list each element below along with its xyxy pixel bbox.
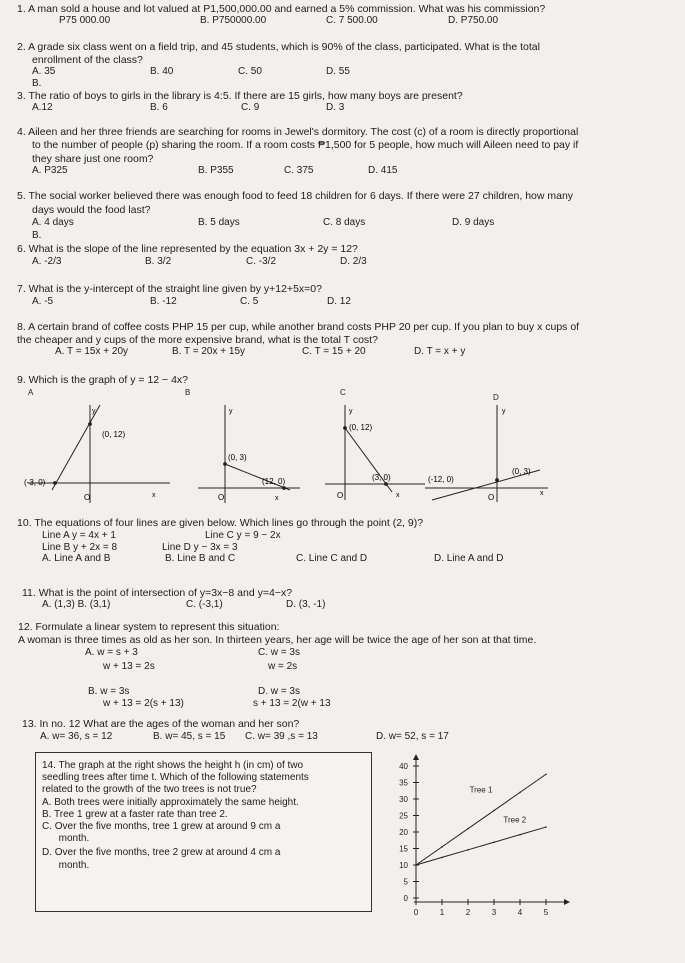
q13-opt-b: B. w= 45, s = 15 [153, 731, 226, 742]
graph-d-point-2: (0, 3) [512, 467, 531, 476]
q14-line-3: related to the growth of the two trees is not true? [42, 784, 257, 795]
q14-line-4: A. Both trees were initially approximately the same height. [42, 797, 299, 808]
q8-opt-b: B. T = 20x + 15y [172, 346, 246, 357]
q14-line-7: month. [42, 833, 90, 844]
legend-tree-2: Tree 2 [503, 815, 527, 825]
graph-a-x-label: x [152, 492, 156, 499]
data-point [441, 857, 443, 859]
q2-opt-d: D. 55 [326, 66, 350, 77]
q4-text-2: to the number of people (p) sharing the room. If a room costs ₱1,500 for 5 people, how much will Aileen need to pay if [32, 139, 579, 151]
q7-opt-d: D. 12 [327, 296, 351, 307]
q1-opt-b: B. P750000.00 [200, 15, 267, 26]
q9-label-d: D [493, 393, 499, 402]
tree-growth-chart [370, 752, 570, 922]
y-tick-label: 10 [399, 861, 408, 870]
graph-d-y-label: y [502, 408, 506, 415]
q10-line-b: Line B y + 2x = 8 [42, 542, 118, 553]
q8-text-1: 8. A certain brand of coffee costs PHP 15 per cup, while another brand costs PHP 20 per cup. If you plan to buy x cups of [17, 321, 580, 333]
graph-c [325, 405, 425, 500]
q6-opt-c: C. -3/2 [246, 256, 277, 267]
q8-opt-a: A. T = 15x + 20y [55, 346, 129, 357]
graph-c-y-label: y [349, 408, 353, 415]
q14-line-9: month. [42, 860, 90, 871]
q1-opt-c: C. 7 500.00 [326, 15, 378, 26]
q4-text-1: 4. Aileen and her three friends are searching for rooms in Jewel's dormitory. The cost (c) of a room is directly proportional [17, 126, 579, 138]
q12-opt-b-2: w + 13 = 2(s + 13) [103, 698, 184, 709]
series-line-tree-2 [416, 827, 546, 865]
data-point [545, 826, 547, 828]
q6-text: 6. What is the slope of the line represented by the equation 3x + 2y = 12? [17, 243, 358, 255]
q7-opt-a: A. -5 [32, 296, 54, 307]
q3-opt-c: C. 9 [241, 102, 260, 113]
q12-text-1: 12. Formulate a linear system to represent this situation: [18, 621, 280, 633]
q4-opt-d: D. 415 [368, 165, 398, 176]
q12-opt-d-1: D. w = 3s [258, 686, 300, 697]
graph-d-origin: O [488, 493, 495, 502]
q3-opt-b: B. 6 [150, 102, 168, 113]
q1-opt-a: P75 000.00 [59, 15, 111, 26]
graph-c-point-1: (0, 12) [349, 423, 373, 432]
q12-text-2: A woman is three times as old as her son. In thirteen years, her age will be twice the age of her son at that time. [18, 634, 537, 646]
q7-opt-b: B. -12 [150, 296, 177, 307]
q11-text: 11. What is the point of intersection of y=3x−8 and y=4−x? [22, 587, 293, 599]
q6-opt-a: A. -2/3 [32, 256, 62, 267]
q6-opt-b: B. 3/2 [145, 256, 172, 267]
graph-c-point-2: (3, 0) [372, 473, 391, 482]
graph-b-point-1: (0, 3) [228, 453, 247, 462]
q1-text: 1. A man sold a house and lot valued at P1,500,000.00 and earned a 5% commission. What was his commission? [17, 3, 546, 15]
q10-opt-c: C. Line C and D [296, 553, 368, 564]
x-tick-label: 5 [543, 908, 549, 917]
q2-text-2: enrollment of the class? [32, 54, 143, 66]
q5-text-1: 5. The social worker believed there was enough food to feed 18 children for 6 days. If there were 27 children, how many [17, 190, 574, 202]
q4-text-3: they share just one room? [32, 153, 154, 165]
x-tick-label: 4 [517, 908, 523, 917]
q10-opt-b: B. Line B and C [165, 553, 236, 564]
q10-line-c: Line C y = 9 − 2x [205, 530, 281, 541]
q13-opt-c: C. w= 39 ,s = 13 [245, 731, 318, 742]
graph-d [425, 405, 548, 502]
q12-opt-a-1: A. w = s + 3 [85, 647, 138, 658]
q12-opt-c-1: C. w = 3s [258, 647, 300, 658]
q9-label-c: C [340, 388, 346, 397]
q11-opt-ab: A. (1,3) B. (3,1) [42, 599, 111, 610]
graph-b-y-label: y [229, 408, 233, 415]
data-point [493, 810, 495, 812]
y-tick-label: 20 [399, 828, 408, 837]
graph-b-point-2: (12, 0) [262, 477, 286, 486]
q5-extra: B. [32, 230, 42, 241]
q7-opt-c: C. 5 [240, 296, 259, 307]
y-tick-label: 15 [399, 844, 408, 854]
q8-text-2: the cheaper and y cups of the more expensive brand, what is the total T cost? [17, 334, 378, 346]
q12-opt-c-2: w = 2s [268, 661, 298, 672]
q10-opt-a: A. Line A and B [42, 553, 111, 564]
graph-b [198, 405, 300, 503]
data-point [415, 864, 417, 866]
q14-line-2: seedling trees after time t. Which of the following statements [42, 772, 309, 783]
q5-opt-b: B. 5 days [198, 217, 240, 228]
q4-opt-c: C. 375 [284, 165, 314, 176]
y-tick-label: 30 [399, 795, 408, 804]
x-tick-label: 2 [465, 908, 471, 917]
data-point [467, 849, 469, 851]
q1-opt-d: D. P750.00 [448, 15, 499, 26]
q12-opt-b-1: B. w = 3s [88, 686, 130, 697]
x-tick-label: 0 [413, 908, 419, 917]
q13-opt-a: A. w= 36, s = 12 [40, 731, 113, 742]
y-tick-label: 25 [399, 811, 408, 821]
q14-line-1: 14. The graph at the right shows the height h (in cm) of two [42, 760, 304, 771]
data-point [545, 773, 547, 775]
q3-opt-a: A.12 [32, 102, 53, 113]
q11-opt-c: C. (-3,1) [186, 599, 223, 610]
q13-opt-d: D. w= 52, s = 17 [376, 731, 449, 742]
q6-opt-d: D. 2/3 [340, 256, 367, 267]
q10-text: 10. The equations of four lines are given below. Which lines go through the point (2, 9)? [17, 517, 424, 529]
y-tick-label: 0 [403, 894, 408, 903]
q14-line-6: C. Over the five months, tree 1 grew at around 9 cm a [42, 821, 281, 832]
graph-d-x-label: x [540, 490, 544, 497]
q14-line-8: D. Over the five months, tree 2 grew at around 4 cm a [42, 847, 281, 858]
graph-c-x-label: x [396, 492, 400, 499]
q9-label-b: B [185, 388, 191, 397]
q7-text: 7. What is the y-intercept of the straight line given by y+12+5x=0? [17, 283, 322, 295]
q10-line-d: Line D y − 3x = 3 [162, 542, 238, 553]
q2-opt-b: B. 40 [150, 66, 174, 77]
graph-a-point-1: (0, 12) [102, 430, 126, 439]
graph-b-origin: O [218, 493, 225, 502]
q5-opt-a: A. 4 days [32, 217, 74, 228]
q10-opt-d: D. Line A and D [434, 553, 504, 564]
graph-a-y-label: y [92, 408, 96, 415]
data-point [493, 841, 495, 843]
q4-opt-b: B. P355 [198, 165, 234, 176]
graph-b-x-label: x [275, 495, 279, 502]
y-tick-label: 35 [399, 778, 408, 788]
legend-tree-1: Tree 1 [469, 785, 493, 795]
q9-label-a: A [28, 388, 34, 397]
q4-opt-a: A. P325 [32, 165, 68, 176]
q3-opt-d: D. 3 [326, 102, 345, 113]
q11-opt-d: D. (3, -1) [286, 599, 326, 610]
y-axis-arrow [413, 754, 419, 760]
graph-d-point-1: (-12, 0) [428, 475, 454, 484]
q2-opt-c: C. 50 [238, 66, 262, 77]
graph-a [28, 405, 170, 503]
graph-c-origin: O [337, 491, 344, 500]
q2-extra: B. [32, 78, 42, 89]
q3-text: 3. The ratio of boys to girls in the library is 4:5. If there are 15 girls, how many boys are present? [17, 90, 463, 102]
data-point [519, 792, 521, 794]
data-point [519, 834, 521, 836]
q12-opt-a-2: w + 13 = 2s [103, 661, 155, 672]
q10-line-a: Line A y = 4x + 1 [42, 530, 116, 541]
data-point [467, 828, 469, 830]
y-tick-label: 40 [399, 762, 408, 771]
q5-opt-c: C. 8 days [323, 217, 366, 228]
q9-text: 9. Which is the graph of y = 12 − 4x? [17, 374, 189, 386]
graph-a-point-2: (-3, 0) [24, 478, 46, 487]
x-axis-arrow [564, 899, 570, 905]
graph-a-origin: O [84, 493, 91, 502]
data-point [441, 846, 443, 848]
q14-line-5: B. Tree 1 grew at a faster rate than tree 2. [42, 809, 228, 820]
x-tick-label: 1 [439, 908, 445, 917]
q2-text-1: 2. A grade six class went on a field trip, and 45 students, which is 90% of the class, participated. What is the total [17, 41, 540, 53]
q8-opt-d: D. T = x + y [414, 346, 466, 357]
q12-opt-d-2: s + 13 = 2(w + 13 [253, 698, 331, 709]
y-tick-label: 5 [403, 877, 408, 887]
q2-opt-a: A. 35 [32, 66, 56, 77]
q5-text-2: days would the food last? [32, 204, 151, 216]
q8-opt-c: C. T = 15 + 20 [302, 346, 366, 357]
q13-text: 13. In no. 12 What are the ages of the woman and her son? [22, 718, 300, 730]
x-tick-label: 3 [491, 908, 497, 917]
q5-opt-d: D. 9 days [452, 217, 495, 228]
